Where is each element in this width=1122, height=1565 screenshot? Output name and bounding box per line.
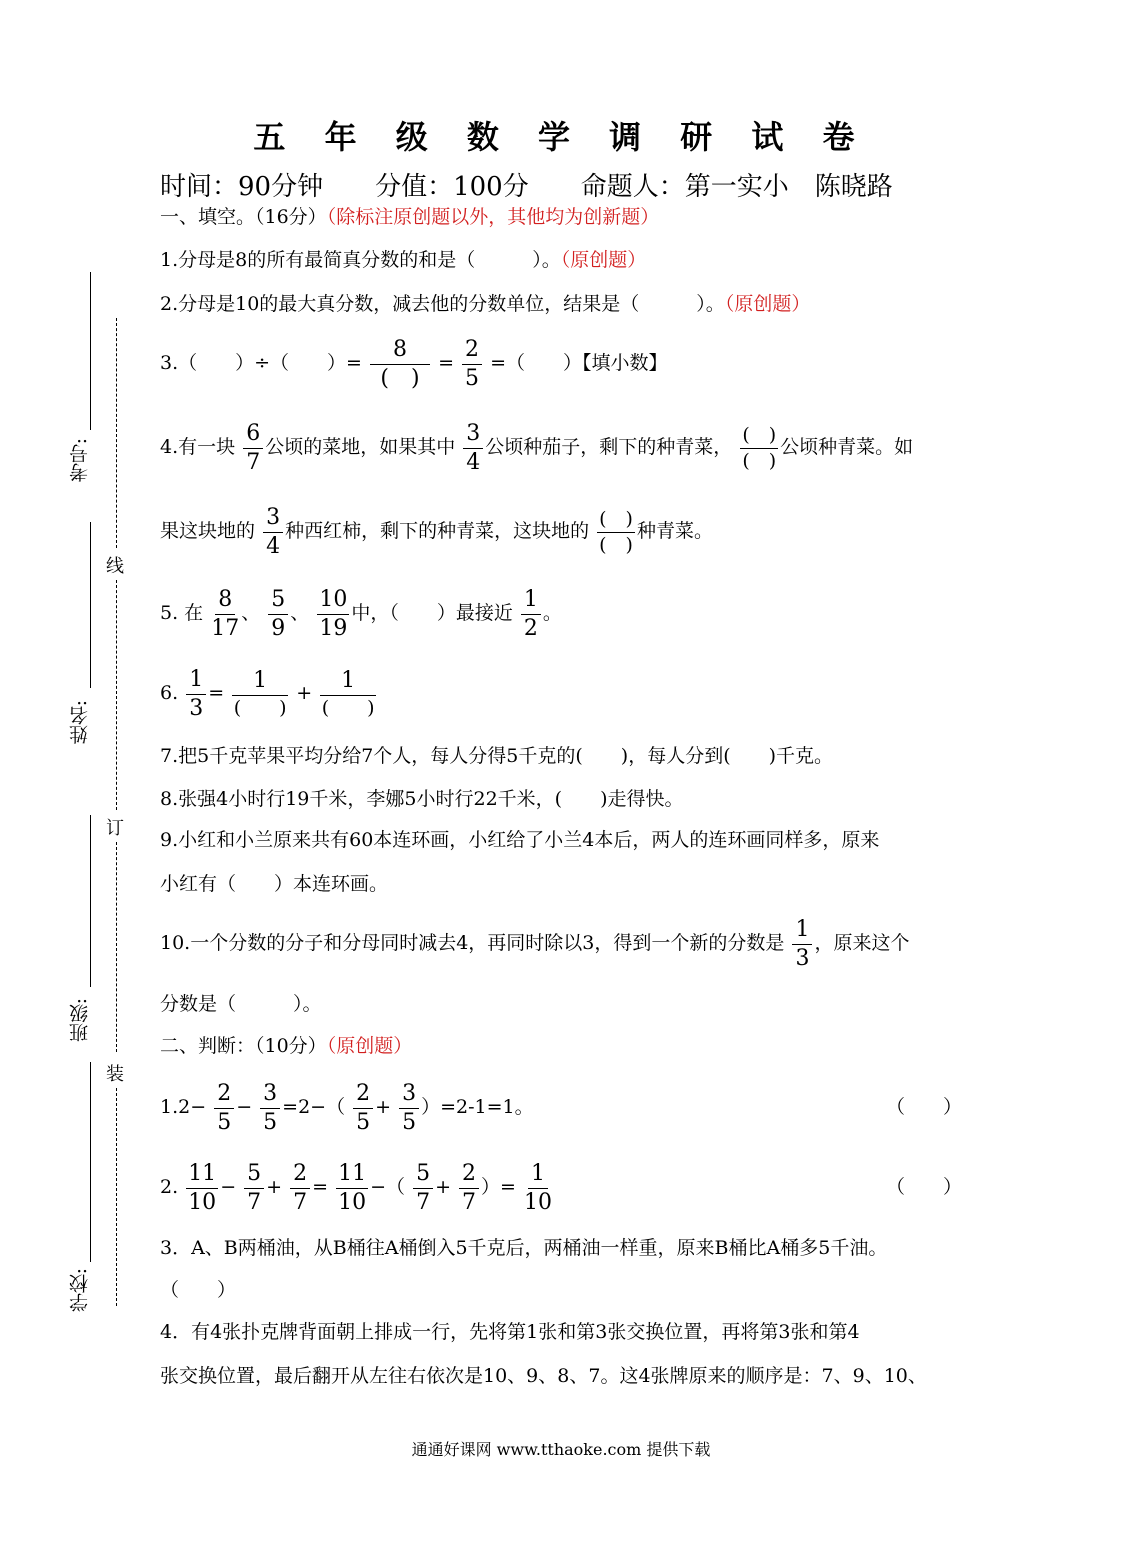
question-10-cont: 分数是（ ）。: [160, 993, 322, 1015]
section1-title: 一、填空。（16分）: [160, 206, 327, 228]
original-tag: （原创题）: [560, 249, 647, 271]
fraction: $\frac{5}{9}$: [268, 589, 288, 640]
page-footer: 通通好课网 www.tthaoke.com 提供下载: [411, 1440, 711, 1459]
fraction: $\frac{8}{( )}$: [370, 339, 430, 390]
exam-time: 时间：90分钟: [160, 172, 324, 202]
fraction: $\frac{( )}{( )}$: [742, 423, 777, 472]
original-tag: （原创题）: [724, 293, 811, 315]
fraction: $\frac{2}{7}$: [290, 1163, 310, 1214]
exam-meta: [160, 166, 893, 203]
judge-3-answer: （ ）: [160, 1279, 237, 1301]
question-4: 4.有一块 $\frac{6}{7}$ 公顷的菜地，如果其中 $\frac{3}{4}$ 公顷种茄子，剩下的种青菜， $\frac{( )}{( )}$ 公顷种青菜。如: [160, 420, 914, 475]
class-label: 班级:: [69, 998, 91, 1043]
fraction: $\frac{3}{5}$: [399, 1083, 419, 1134]
judge-2-answer: （ ）: [886, 1176, 963, 1198]
judge-4: 4．有4张扑克牌背面朝上排成一行，先将第1张和第3张交换位置，再将第3张和第4: [160, 1321, 860, 1343]
fraction: $\frac{5}{7}$: [244, 1163, 264, 1214]
exam-no-label: 考号:: [69, 438, 91, 483]
question-8: 8.张强4小时行19千米，李娜5小时行22千米，( )走得快。: [160, 788, 684, 810]
fraction: $\frac{3}{4}$: [263, 507, 283, 558]
original-tag: （原创题）: [326, 1035, 413, 1057]
fraction: $\frac{2}{5}$: [214, 1083, 234, 1134]
question-2: 2.分母是10的最大真分数，减去他的分数单位，结果是（ ）。（原创题）: [160, 293, 811, 315]
school-label: 学校:: [69, 1268, 91, 1313]
binding-dashed-line: [116, 318, 117, 548]
binding-mark-zhuang: 装: [106, 1064, 124, 1085]
question-1: 1.分母是8的所有最简真分数的和是（ ）。（原创题）: [160, 249, 647, 271]
section2-title: 二、判断：（10分）: [160, 1035, 327, 1057]
question-7: 7.把5千克苹果平均分给7个人，每人分得5千克的( )，每人分到( )千克。: [160, 745, 834, 767]
question-9-cont: 小红有（ ）本连环画。: [160, 873, 389, 895]
fraction: $\frac{3}{5}$: [260, 1083, 280, 1134]
fraction: $\frac{( )}{( )}$: [599, 507, 633, 556]
binding-dashed-line: [116, 1088, 117, 1306]
name-blank: [90, 522, 91, 688]
fraction: $\frac{1}{3}$: [792, 919, 812, 970]
fraction: $\frac{11}{10}$: [188, 1160, 217, 1215]
fraction: $\frac{3}{4}$: [463, 423, 483, 474]
judge-3: 3．A、B两桶油，从B桶往A桶倒入5千克后，两桶油一样重，原来B桶比A桶多5千油。: [160, 1237, 888, 1259]
fraction: $\frac{1}{10}$: [524, 1160, 552, 1215]
section2-heading: [160, 1032, 412, 1060]
fraction: $\frac{11}{10}$: [338, 1160, 367, 1215]
fraction: $\frac{6}{7}$: [243, 423, 263, 474]
binding-dashed-line: [116, 580, 117, 810]
fraction: $\frac{1}{( )}$: [321, 668, 375, 719]
page-title: 五 年 级 数 学 调 研 试 卷: [253, 118, 869, 156]
question-9: 9.小红和小兰原来共有60本连环画，小红给了小兰4本后，两人的连环画同样多，原来: [160, 829, 880, 851]
question-6: 6. $\frac{1}{3}$ = $\frac{1}{( )}$ + $\frac{1}{( )}$: [160, 666, 375, 721]
question-5: 5. 在 $\frac{8}{17}$ 、 $\frac{5}{9}$ 、 $\frac{10}{19}$ 中，（ ）最接近 $\frac{1}{2}$ 。: [160, 586, 562, 641]
binding-dashed-line: [116, 842, 117, 1052]
question-10: 10.一个分数的分子和分母同时减去4，再同时除以3，得到一个新的分数是 $\frac{1}{3}$ ，原来这个: [160, 916, 910, 971]
judge-1: 1.2− $\frac{2}{5}$ − $\frac{3}{5}$ =2−（ $\frac{2}{5}$ + $\frac{3}{5}$ ）=2-1=1。: [160, 1080, 534, 1135]
binding-mark-ding: 订: [106, 818, 124, 839]
fraction: $\frac{1}{3}$: [186, 669, 206, 720]
question-3: 3.（ ）÷（ ）= $\frac{8}{( )}$ = $\frac{2}{5}$ =（ ）【填小数】: [160, 336, 668, 391]
school-blank: [90, 1062, 91, 1262]
judge-4-cont: 张交换位置，最后翻开从左往右依次是10、9、8、7。这4张牌原来的顺序是：7、9、10、: [160, 1365, 927, 1387]
fraction: $\frac{2}{5}$: [462, 339, 482, 390]
section1-note: （除标注原创题以外，其他均为创新题）: [326, 206, 660, 228]
fraction: $\frac{2}{5}$: [353, 1083, 373, 1134]
judge-2: 2. $\frac{11}{10}$ − $\frac{5}{7}$ + $\frac{2}{7}$ = $\frac{11}{10}$ −（ $\frac{5}{7}$ + $\frac{2}{7}$ ）= $\frac{1}{10}$: [160, 1160, 552, 1215]
fraction: $\frac{5}{7}$: [413, 1163, 433, 1214]
fraction: $\frac{8}{17}$: [211, 586, 240, 641]
name-label: 姓名:: [69, 700, 91, 745]
section1-heading: [160, 203, 659, 231]
exam-author: 命题人：第一实小 陈晓路: [580, 172, 893, 202]
judge-1-answer: （ ）: [886, 1096, 963, 1118]
fraction: $\frac{1}{( )}$: [233, 668, 287, 719]
exam-no-blank: [90, 272, 91, 430]
binding-mark-line: 线: [106, 556, 124, 577]
fraction: $\frac{1}{2}$: [521, 589, 541, 640]
fraction: $\frac{2}{7}$: [459, 1163, 479, 1214]
question-4-cont: 果这块地的 $\frac{3}{4}$ 种西红柿，剩下的种青菜，这块地的 $\frac{( )}{( )}$ 种青菜。: [160, 504, 713, 559]
exam-score: 分值：100分: [375, 172, 529, 202]
class-blank: [90, 815, 91, 987]
fraction: $\frac{10}{19}$: [319, 586, 348, 641]
